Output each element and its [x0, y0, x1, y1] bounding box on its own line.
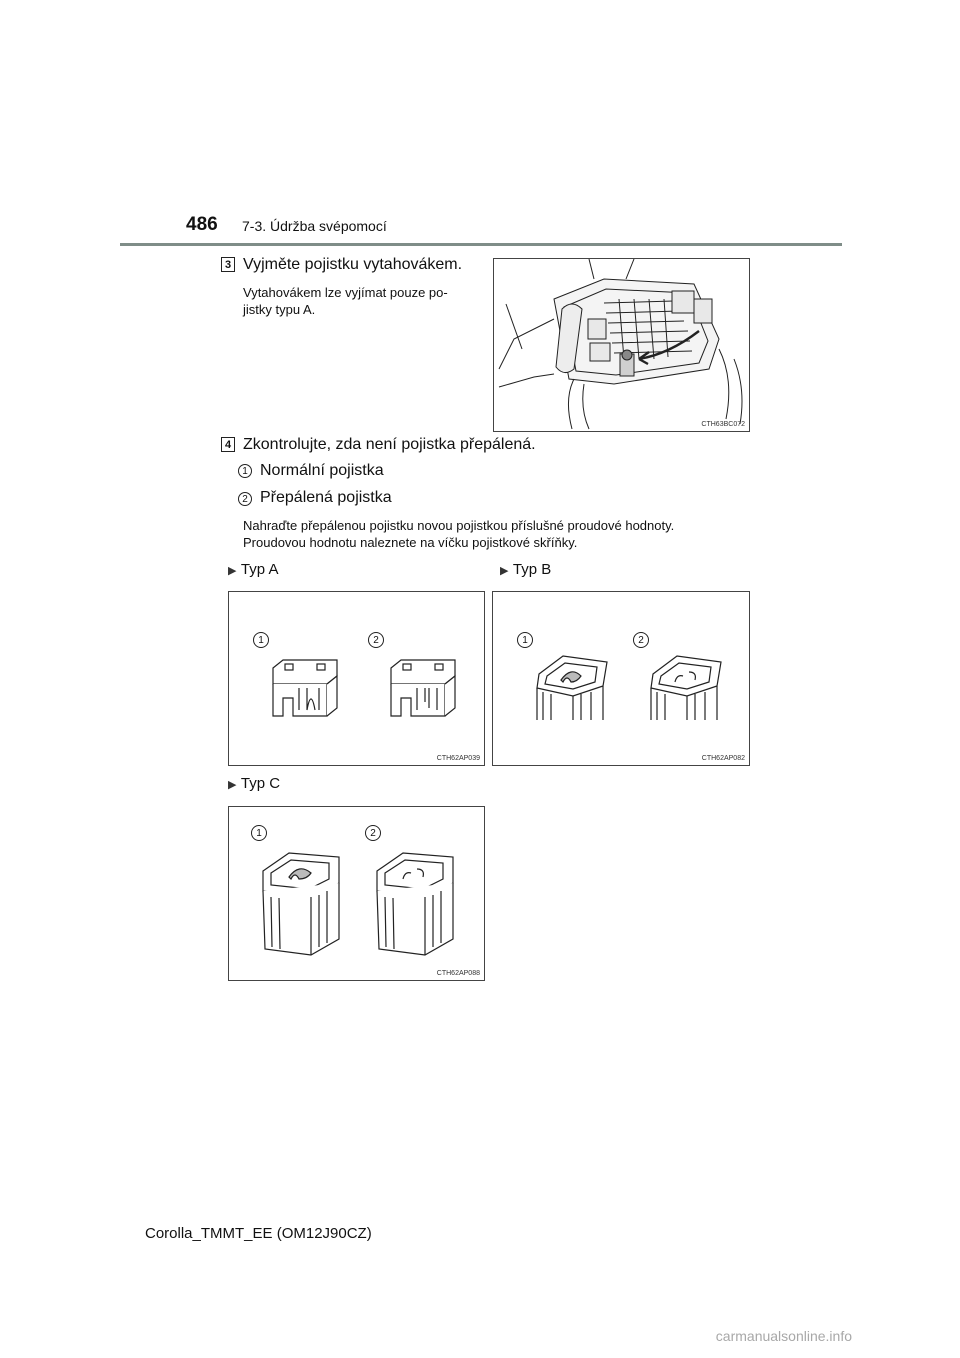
step-3-title: Vyjměte pojistku vytahovákem. [243, 256, 463, 273]
page-number: 486 [186, 214, 218, 235]
section-title: 7-3. Údržba svépomocí [242, 218, 387, 234]
step-4-note [243, 517, 674, 551]
type-b-heading [500, 561, 551, 579]
step-3-marker: 3 [221, 257, 235, 272]
type-b-callout-1: 1 [517, 632, 533, 648]
type-a-heading [228, 561, 278, 579]
step-4-marker: 4 [221, 437, 235, 452]
normal-fuse-b-icon [533, 652, 613, 722]
type-b-callout-2: 2 [633, 632, 649, 648]
blown-fuse-c-icon [373, 847, 459, 957]
type-a-callout-2: 2 [368, 632, 384, 648]
item-2-callout: 2 [238, 492, 252, 506]
item-2-label: Přepálená pojistka [260, 489, 392, 506]
item-1-label: Normální pojistka [260, 462, 384, 479]
triangle-bullet-icon: ▶ [228, 565, 237, 577]
step-4-title: Zkontrolujte, zda není pojistka přepálená. [243, 436, 536, 453]
header-rule [120, 243, 842, 246]
step-4-note-line-1: Nahraďte přepálenou pojistku novou pojistkou příslušné proudové hodnoty. [243, 518, 675, 533]
triangle-bullet-icon: ▶ [228, 779, 237, 791]
type-a-figure [228, 591, 485, 766]
figure-code-step-3: CTH63BC072 [701, 421, 745, 428]
figure-code-type-b: CTH62AP082 [701, 755, 745, 762]
step-3-note-line-2: jistky typu A. [243, 302, 316, 317]
type-b-label: Typ B [512, 561, 552, 578]
manual-footer: Corolla_TMMT_EE (OM12J90CZ) [145, 1225, 372, 1242]
type-c-callout-2: 2 [365, 825, 381, 841]
triangle-bullet-icon: ▶ [500, 565, 509, 577]
type-b-figure [492, 591, 750, 766]
type-c-callout-1: 1 [251, 825, 267, 841]
type-a-label: Typ A [240, 561, 279, 578]
step-3-note-line-1: Vytahovákem lze vyjímat pouze po- [243, 285, 448, 300]
normal-fuse-a-icon [265, 658, 345, 724]
figure-code-type-c: CTH62AP088 [436, 970, 480, 977]
fuse-puller-illustration [493, 258, 750, 432]
type-a-callout-1: 1 [253, 632, 269, 648]
fuse-box-drawing [494, 259, 749, 431]
type-c-heading [228, 775, 280, 793]
normal-fuse-c-icon [259, 847, 345, 957]
figure-code-type-a: CTH62AP039 [436, 755, 480, 762]
blown-fuse-a-icon [383, 658, 463, 724]
item-1-callout: 1 [238, 464, 252, 478]
step-4-note-line-2: Proudovou hodnotu naleznete na víčku pojistkové skříňky. [243, 535, 578, 550]
type-c-figure [228, 806, 485, 981]
watermark[interactable]: carmanualsonline.info [715, 1328, 852, 1344]
step-3-note [243, 284, 448, 318]
type-c-label: Typ C [240, 775, 281, 792]
blown-fuse-b-icon [647, 652, 727, 722]
